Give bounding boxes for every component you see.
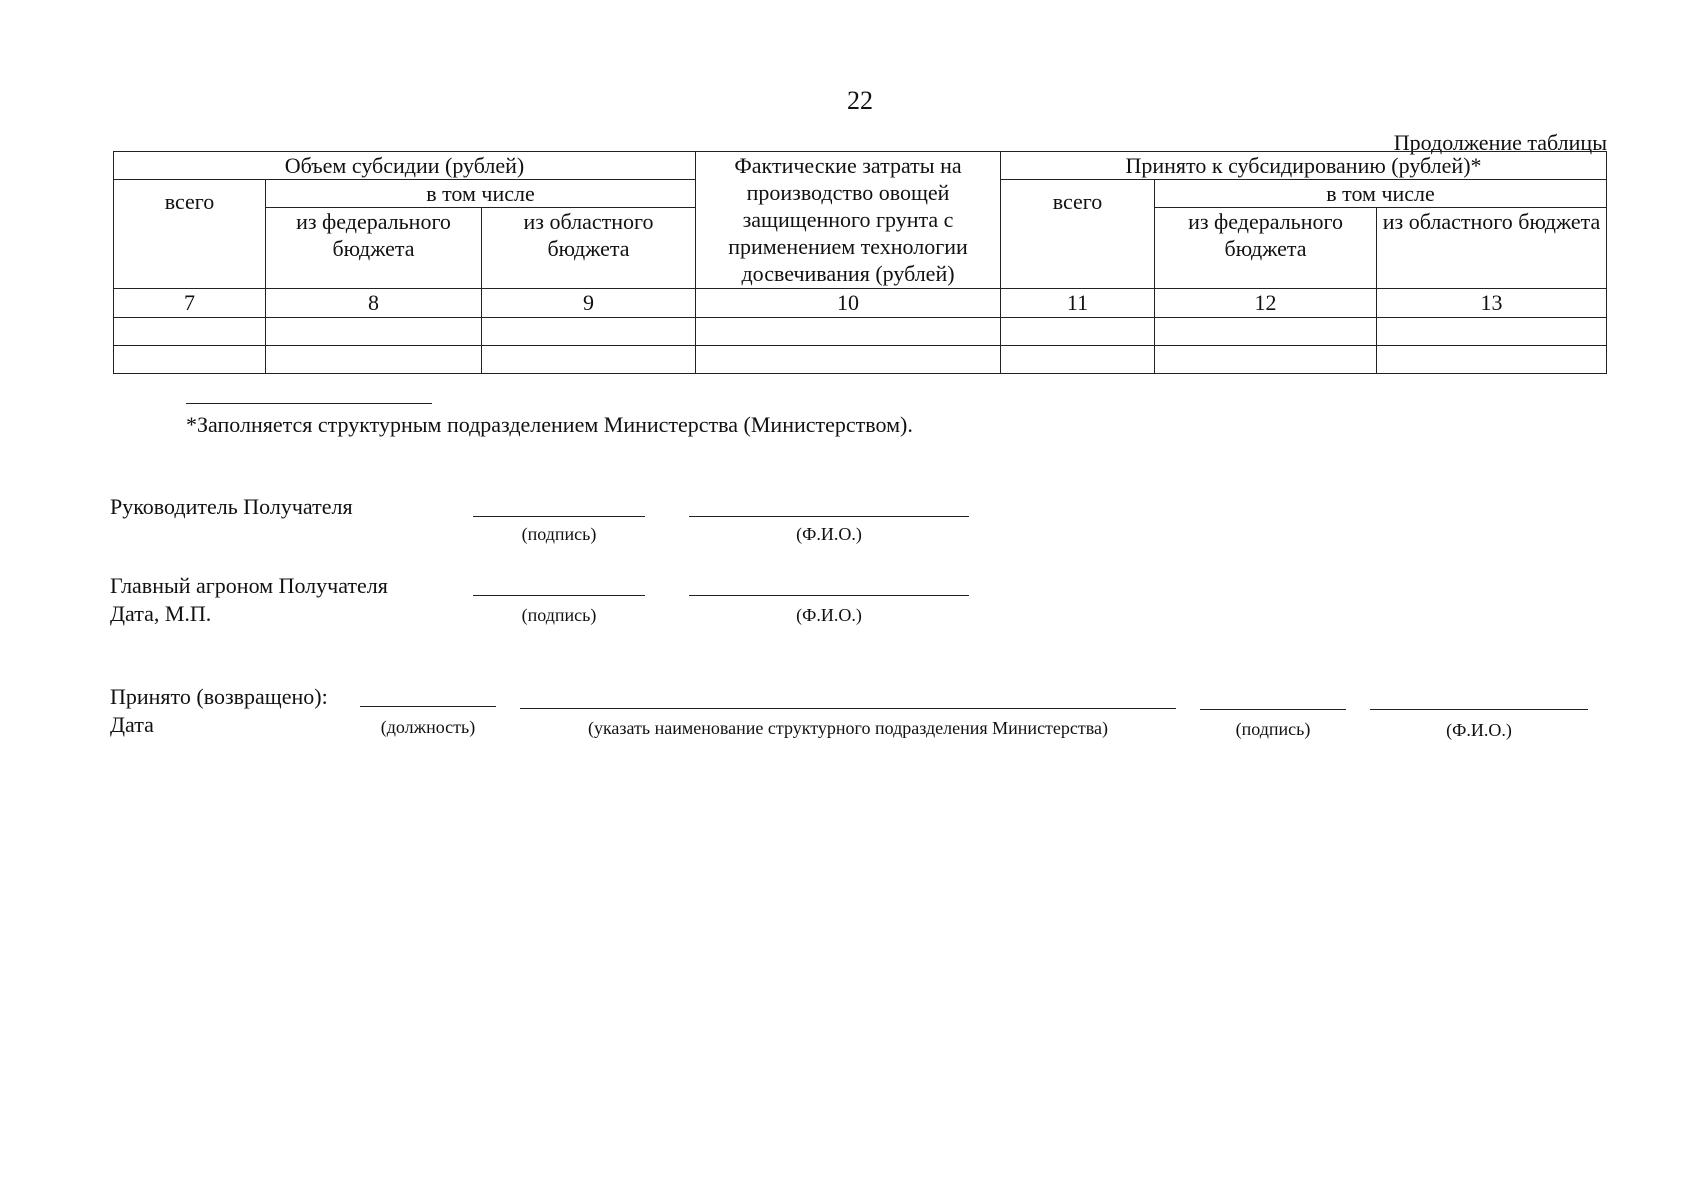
head-label: Руководитель Получателя (110, 494, 353, 519)
subsidy-table (113, 151, 1607, 374)
accepted-regional-header: из областного бюджета (1377, 208, 1607, 289)
agronomist-signature-line[interactable] (473, 595, 645, 596)
agronomist-fio-line[interactable] (689, 595, 969, 596)
subsidy-volume-header: Объем субсидии (рублей) (114, 152, 696, 180)
table-cell[interactable] (1001, 346, 1155, 374)
agronomist-label: Главный агроном Получателя (110, 573, 388, 598)
head-signature-line[interactable] (473, 516, 645, 517)
table-cell[interactable] (1001, 318, 1155, 346)
column-number: 8 (266, 289, 482, 318)
table-continuation-note: Продолжение таблицы (1393, 130, 1607, 155)
subsidy-total-header: всего (114, 180, 266, 289)
accepted-signature-caption: (подпись) (1235, 719, 1311, 739)
actual-costs-header: Фактические затраты на производство овощей защищенного грунта с применением технологии досвечивания (рублей) (696, 152, 1001, 289)
accepted-federal-header: из федерального бюджета (1155, 208, 1377, 289)
accepted-including-header: в том числе (1155, 180, 1607, 208)
accepted-total-header: всего (1001, 180, 1155, 289)
accepted-signature-line[interactable] (1200, 709, 1346, 710)
column-number: 7 (114, 289, 266, 318)
table-cell[interactable] (266, 346, 482, 374)
table-cell[interactable] (1155, 318, 1377, 346)
table-cell[interactable] (114, 346, 266, 374)
head-signature-caption: (подпись) (521, 524, 597, 544)
table-row (114, 318, 1607, 346)
column-number: 10 (696, 289, 1001, 318)
position-line[interactable] (360, 706, 496, 707)
table-cell[interactable] (1377, 318, 1607, 346)
accepted-fio-caption: (Ф.И.О.) (1446, 720, 1512, 740)
department-caption: (указать наименование структурного подразделения Министерства) (587, 718, 1109, 738)
agronomist-fio-caption: (Ф.И.О.) (796, 605, 862, 625)
table-row (114, 346, 1607, 374)
subsidy-federal-header: из федерального бюджета (266, 208, 482, 289)
column-number: 12 (1155, 289, 1377, 318)
date-stamp-label: Дата, М.П. (110, 601, 212, 626)
head-fio-caption: (Ф.И.О.) (796, 524, 862, 544)
page-number: 22 (847, 86, 873, 115)
table-cell[interactable] (114, 318, 266, 346)
accepted-date-label: Дата (110, 712, 154, 737)
table-cell[interactable] (482, 346, 696, 374)
head-fio-line[interactable] (689, 516, 969, 517)
table-cell[interactable] (482, 318, 696, 346)
column-number: 11 (1001, 289, 1155, 318)
accepted-fio-line[interactable] (1370, 709, 1588, 710)
subsidy-including-header: в том числе (266, 180, 696, 208)
footnote-divider (186, 403, 432, 404)
subsidy-regional-header: из областного бюджета (482, 208, 696, 289)
position-caption: (должность) (380, 717, 476, 737)
table-cell[interactable] (266, 318, 482, 346)
accepted-subsidy-header: Принято к субсидированию (рублей)* (1001, 152, 1607, 180)
accepted-label: Принято (возвращено): (110, 684, 328, 709)
agronomist-signature-caption: (подпись) (521, 605, 597, 625)
table-cell[interactable] (1155, 346, 1377, 374)
table-cell[interactable] (696, 346, 1001, 374)
table-cell[interactable] (696, 318, 1001, 346)
column-number: 9 (482, 289, 696, 318)
table-cell[interactable] (1377, 346, 1607, 374)
footnote: *Заполняется структурным подразделением Министерства (Министерством). (186, 412, 913, 437)
department-line[interactable] (520, 708, 1176, 709)
column-number: 13 (1377, 289, 1607, 318)
